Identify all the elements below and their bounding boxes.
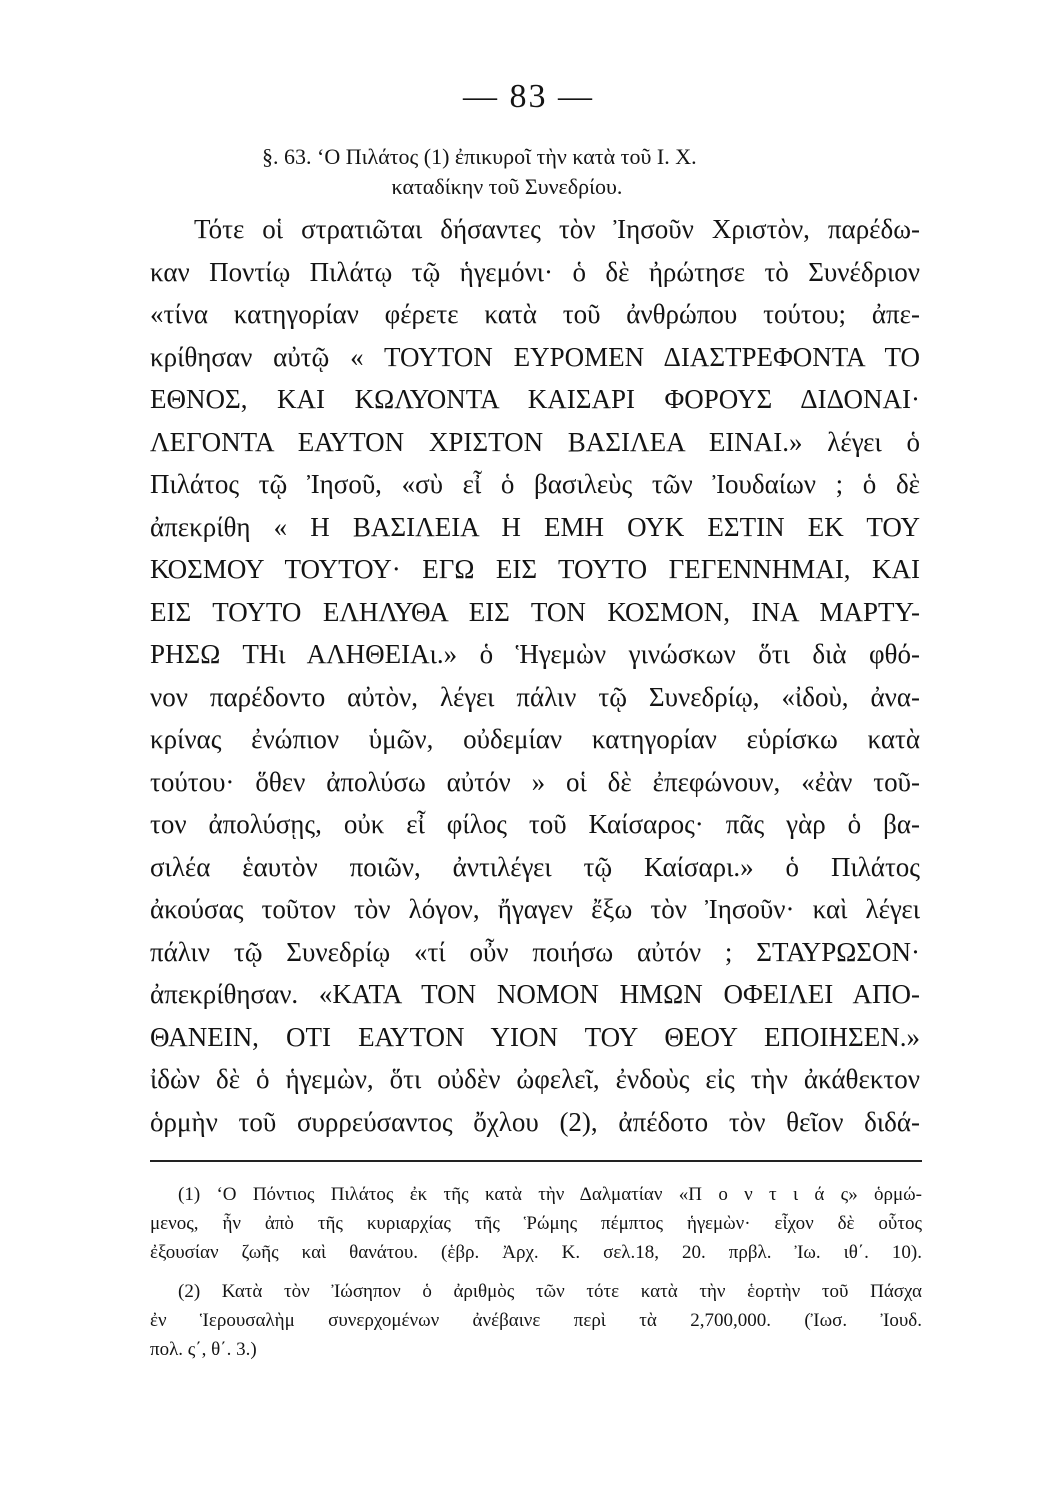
text-line: ἀπεκρίθησαν. «ΚΑΤΑ ΤΟΝ ΝΟΜΟΝ ΗΜΩΝ ΟΦΕΙΛΕΙ ΑΠΟ- — [150, 979, 920, 1009]
text-line: τον ἀπολύσῃς, οὐκ εἶ φίλος τοῦ Καίσαρος· πᾶς γὰρ ὁ βα- — [150, 809, 920, 839]
text-line: ἰδὼν δὲ ὁ ἡγεμὼν, ὅτι οὐδὲν ὠφελεῖ, ἐνδοὺς εἰς τὴν ἀκάθεκτον — [150, 1064, 920, 1094]
footnote-line: ἐν Ἱερουσαλὴμ συνερχομένων ἀνέβαινε περὶ τὰ 2,700,000. (Ἰωσ. Ἰουδ. — [150, 1310, 922, 1331]
footnote-divider — [150, 1160, 922, 1162]
footnote-line: (2) Κατὰ τὸν Ἰώσηπον ὁ ἀριθμὸς τῶν τότε κατὰ τὴν ἑορτὴν τοῦ Πάσχα — [178, 1281, 922, 1302]
section-heading — [262, 142, 822, 202]
footnote-line: ἐξουσίαν ζωῆς καὶ θανάτου. (ἑβρ. Ἀρχ. Κ. σελ.18, 20. πρβλ. Ἰω. ιθ΄. 10). — [150, 1242, 922, 1263]
text-line: ΡΗΣΩ ΤΗι ΑΛΗΘΕΙΑι.» ὁ Ἡγεμὼν γινώσκων ὅτι διὰ φθό- — [150, 639, 920, 669]
footnote-line: (1) ‘Ο Πόντιος Πιλάτος ἐκ τῆς κατὰ τὴν Δαλματίαν «Π ο ν τ ι ά ς» ὁρμώ- — [178, 1184, 922, 1205]
footnote-line: μενος, ἦν ἀπὸ τῆς κυριαρχίας τῆς Ῥώμης πέμπτος ἡγεμὼν· εἶχον δὲ οὗτος — [150, 1213, 922, 1234]
text-line: καν Ποντίῳ Πιλάτῳ τῷ ἡγεμόνι· ὁ δὲ ἠρώτησε τὸ Συνέδριον — [150, 256, 920, 287]
text-line: σιλέα ἑαυτὸν ποιῶν, ἀντιλέγει τῷ Καίσαρι.» ὁ Πιλάτος — [150, 851, 920, 882]
text-line: ΕΙΣ ΤΟΥΤΟ ΕΛΗΛΥΘΑ ΕΙΣ ΤΟΝ ΚΟΣΜΟΝ, ΙΝΑ ΜΑΡΤΥ- — [150, 596, 920, 627]
section-heading-line: §. 63. ‘Ο Πιλάτος (1) ἐπικυροῖ τὴν κατὰ τοῦ Ι. Χ. — [262, 144, 697, 169]
footnote-2 — [150, 1277, 922, 1364]
text-line: ΚΟΣΜΟΥ ΤΟΥΤΟΥ· ΕΓΩ ΕΙΣ ΤΟΥΤΟ ΓΕΓΕΝΝΗΜΑΙ, ΚΑΙ — [150, 554, 920, 584]
footnote-line: πολ. ς΄, θ΄. 3.) — [150, 1339, 257, 1360]
text-line: κρίθησαν αὐτῷ « ΤΟΥΤΟΝ ΕΥΡΟΜΕΝ ΔΙΑΣΤΡΕΦΟΝΤΑ ΤΟ — [150, 341, 920, 372]
section-heading-line: καταδίκην τοῦ Συνεδρίου. — [391, 174, 623, 199]
text-line: ΘΑΝΕΙΝ, ΟΤΙ ΕΑΥΤΟΝ ΥΙΟΝ ΤΟΥ ΘΕΟΥ ΕΠΟΙΗΣΕΝ.» — [150, 1021, 920, 1052]
text-line: «τίνα κατηγορίαν φέρετε κατὰ τοῦ ἀνθρώπου τούτου; ἀπε- — [150, 299, 920, 329]
footnotes — [150, 1180, 922, 1374]
text-line: ἀκούσας τοῦτον τὸν λόγον, ἤγαγεν ἔξω τὸν Ἰησοῦν· καὶ λέγει — [150, 894, 920, 924]
page-number: — 83 — — [463, 78, 594, 115]
text-line: Πιλάτος τῷ Ἰησοῦ, «σὺ εἶ ὁ βασιλεὺς τῶν Ἰουδαίων ; ὁ δὲ — [150, 469, 920, 499]
text-line: κρίνας ἐνώπιον ὑμῶν, οὐδεμίαν κατηγορίαν εὑρίσκω κατὰ — [150, 724, 920, 754]
main-text — [150, 208, 920, 1143]
footnote-1 — [150, 1180, 922, 1267]
text-line: πάλιν τῷ Συνεδρίῳ «τί οὖν ποιήσω αὐτόν ; ΣΤΑΥΡΩΣΟΝ· — [150, 936, 920, 967]
text-line: ὁρμὴν τοῦ συρρεύσαντος ὄχλου (2), ἀπέδοτο τὸν θεῖον διδά- — [150, 1106, 920, 1137]
text-line: ΛΕΓΟΝΤΑ ΕΑΥΤΟΝ ΧΡΙΣΤΟΝ ΒΑΣΙΛΕΑ ΕΙΝΑΙ.» λέγει ὁ — [150, 426, 920, 457]
text-line: Τότε οἱ στρατιῶται δήσαντες τὸν Ἰησοῦν Χριστὸν, παρέδω- — [194, 214, 920, 244]
text-line: ΕΘΝΟΣ, ΚΑΙ ΚΩΛΥΟΝΤΑ ΚΑΙΣΑΡΙ ΦΟΡΟΥΣ ΔΙΔΟΝΑΙ· — [150, 384, 920, 414]
text-line: τούτου· ὅθεν ἀπολύσω αὐτόν » οἱ δὲ ἐπεφώνουν, «ἐὰν τοῦ- — [150, 766, 920, 797]
text-line: νον παρέδοντο αὐτὸν, λέγει πάλιν τῷ Συνεδρίῳ, «ἰδοὺ, ἀνα- — [150, 681, 920, 712]
text-line: ἀπεκρίθη « Η ΒΑΣΙΛΕΙΑ Η ΕΜΗ ΟΥΚ ΕΣΤΙΝ ΕΚ ΤΟΥ — [150, 511, 920, 542]
